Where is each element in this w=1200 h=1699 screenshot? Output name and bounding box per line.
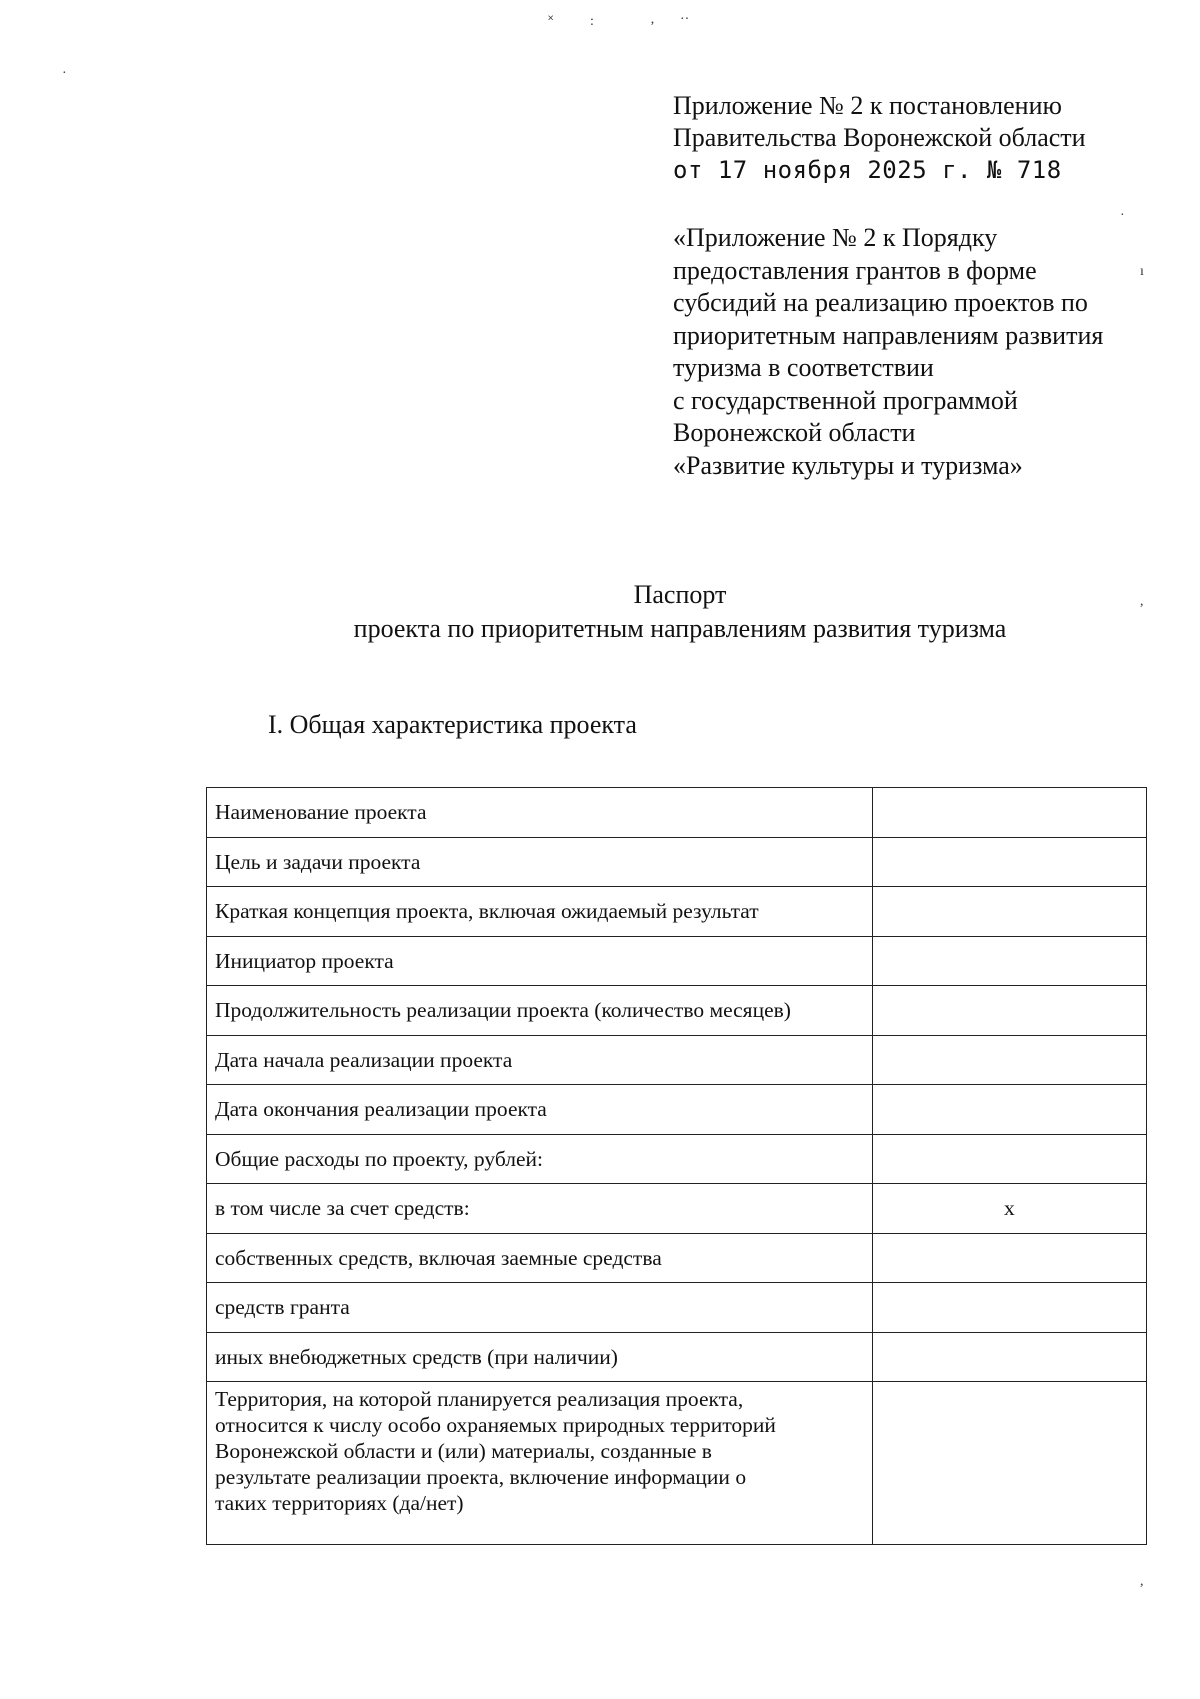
row-label-territory	[207, 1382, 873, 1545]
scan-speck: ··	[680, 12, 690, 27]
project-passport-table	[206, 787, 1147, 1545]
table-row	[207, 1085, 1147, 1135]
order-line-3: субсидий на реализацию проектов по	[673, 288, 1088, 317]
appendix-header	[673, 90, 1173, 186]
row-label: Дата начала реализации проекта	[207, 1035, 873, 1085]
row-label: в том числе за счет средств:	[207, 1184, 873, 1234]
order-line-1: «Приложение № 2 к Порядку	[673, 223, 998, 252]
table-row	[207, 986, 1147, 1036]
territory-line-4: результате реализации проекта, включение информации о	[215, 1465, 747, 1489]
territory-line-5: таких территориях (да/нет)	[215, 1491, 464, 1515]
scan-speck: ı	[1140, 264, 1144, 279]
order-line-8: «Развитие культуры и туризма»	[673, 450, 1023, 480]
appendix-line-2: Правительства Воронежской области	[673, 123, 1086, 152]
row-label: Общие расходы по проекту, рублей:	[207, 1134, 873, 1184]
appendix-line-1: Приложение № 2 к постановлению	[673, 91, 1062, 120]
order-line-4: приоритетным направлениям развития	[673, 320, 1104, 350]
row-value	[872, 1233, 1146, 1283]
table-row	[207, 887, 1147, 937]
row-value	[872, 837, 1146, 887]
row-label: собственных средств, включая заемные средства	[207, 1233, 873, 1283]
table-row	[207, 936, 1147, 986]
table-row	[207, 1283, 1147, 1333]
scan-speck: ·	[1120, 208, 1125, 223]
document-subtitle: проекта по приоритетным направлениям развития туризма	[353, 614, 1007, 643]
row-value	[872, 788, 1146, 838]
scan-speck: ‚	[650, 12, 655, 27]
scan-speck: ,	[1140, 594, 1144, 609]
row-value	[872, 887, 1146, 937]
row-value	[872, 1035, 1146, 1085]
order-appendix-block	[673, 222, 1193, 482]
row-value	[872, 1332, 1146, 1382]
row-label: средств гранта	[207, 1283, 873, 1333]
row-value	[872, 1382, 1146, 1545]
table-row-territory	[207, 1382, 1147, 1545]
row-label: Краткая концепция проекта, включая ожидаемый результат	[207, 887, 873, 937]
scan-speck: ˟	[548, 14, 554, 29]
order-line-6: с государственной программой	[673, 385, 1018, 415]
table-row	[207, 837, 1147, 887]
territory-line-3: Воронежской области и (или) материалы, созданные в	[215, 1439, 712, 1463]
table-row	[207, 1332, 1147, 1382]
territory-line-1: Территория, на которой планируется реализация проекта,	[215, 1387, 744, 1411]
scan-speck: ,	[1140, 1574, 1144, 1589]
table-row	[207, 1035, 1147, 1085]
row-label: Цель и задачи проекта	[207, 837, 873, 887]
scan-speck: :	[590, 14, 594, 29]
section-heading: I. Общая характеристика проекта	[268, 710, 637, 739]
row-value	[872, 1283, 1146, 1333]
row-value	[872, 1085, 1146, 1135]
table-row	[207, 788, 1147, 838]
row-label: Инициатор проекта	[207, 936, 873, 986]
table-row	[207, 1184, 1147, 1234]
table-row	[207, 1233, 1147, 1283]
resolution-date-line: от 17 ноября 2025 г. № 718	[673, 156, 1062, 184]
document-title: Паспорт	[633, 580, 727, 609]
row-value	[872, 936, 1146, 986]
row-label: Продолжительность реализации проекта (количество месяцев)	[207, 986, 873, 1036]
row-value-x-mark: x	[872, 1184, 1146, 1234]
order-line-5: туризма в соответствии	[673, 353, 934, 382]
table-row	[207, 1134, 1147, 1184]
row-value	[872, 986, 1146, 1036]
row-label: иных внебюджетных средств (при наличии)	[207, 1332, 873, 1382]
row-value	[872, 1134, 1146, 1184]
row-label: Дата окончания реализации проекта	[207, 1085, 873, 1135]
scan-speck: ·	[62, 66, 67, 81]
order-line-7: Воронежской области	[673, 418, 916, 447]
territory-line-2: относится к числу особо охраняемых природных территорий	[215, 1413, 776, 1437]
row-label: Наименование проекта	[207, 788, 873, 838]
order-line-2: предоставления грантов в форме	[673, 255, 1037, 285]
